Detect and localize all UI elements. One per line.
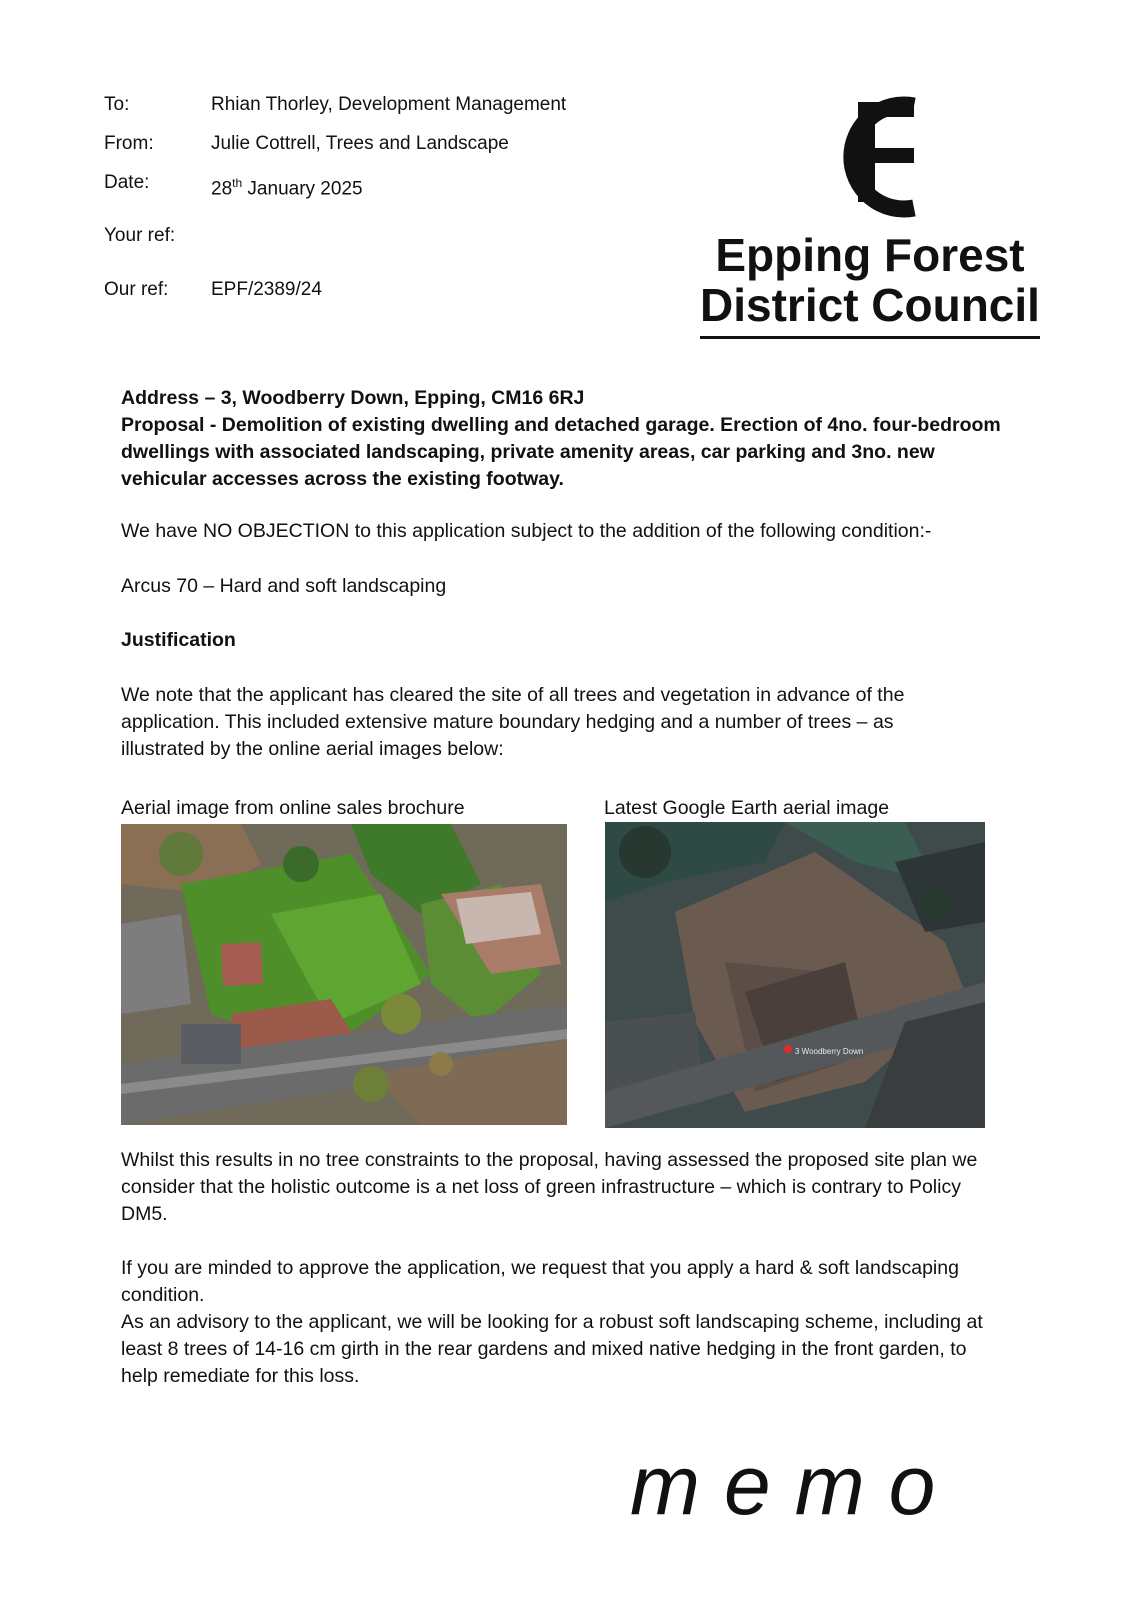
logo-line-2: District Council (700, 279, 1040, 331)
paragraph-advisory: As an advisory to the applicant, we will be looking for a robust soft landscaping scheme, including at least 8 trees of 14-16 cm girth in the rear gardens and mixed native hedging in the front garden, to help remediate for this loss. (121, 1311, 983, 1387)
justification-paragraph: We note that the applicant has cleared the site of all trees and vegetation in advance of the application. This included extensive mature boundary hedging and a number of trees – as illustrated by the online aerial images below: (121, 684, 905, 760)
paragraph-approval-request: If you are minded to approve the application, we request that you apply a hard & soft landscaping condition. (121, 1257, 959, 1306)
date-suffix: th (232, 176, 243, 190)
map-pin-label: 3 Woodberry Down (795, 1047, 864, 1056)
our-ref-value: EPF/2389/24 (211, 279, 322, 300)
our-ref-label: Our ref: (104, 279, 169, 300)
your-ref-label: Your ref: (104, 225, 176, 246)
no-objection-statement: We have NO OBJECTION to this application subject to the addition of the following condition:- (121, 520, 932, 542)
left-image-caption: Aerial image from online sales brochure (121, 797, 465, 819)
aerial-image-google-earth (605, 822, 985, 1128)
logo-line-1: Epping Forest (715, 229, 1025, 281)
from-label: From: (104, 133, 154, 154)
proposal: Proposal - Demolition of existing dwelling and detached garage. Erection of 4no. four-bedroom dwellings with associated landscaping, private amenity areas, car parking and 3no. new vehicular accesses across the existing footway. (121, 414, 1001, 490)
date-rest: January 2025 (242, 178, 363, 200)
date-day: 28 (211, 178, 233, 200)
aerial-image-sales-brochure (121, 824, 567, 1125)
justification-heading: Justification (121, 629, 236, 651)
date-label: Date: (104, 172, 150, 193)
from-value: Julie Cottrell, Trees and Landscape (211, 133, 509, 154)
memo-footer: memo (630, 1438, 960, 1532)
paragraph-net-loss: Whilst this results in no tree constraints to the proposal, having assessed the proposed site plan we consider that the holistic outcome is a net loss of green infrastructure – which is contrary to Policy DM5. (121, 1149, 978, 1225)
logo-underline (700, 336, 1040, 339)
to-value: Rhian Thorley, Development Management (211, 94, 567, 115)
council-logo (700, 88, 1040, 348)
condition: Arcus 70 – Hard and soft landscaping (121, 575, 447, 597)
address: Address – 3, Woodberry Down, Epping, CM16 6RJ (121, 387, 585, 409)
council-emblem-icon (810, 88, 930, 228)
date-value (211, 172, 363, 200)
right-image-caption: Latest Google Earth aerial image (604, 797, 890, 819)
to-label: To: (104, 94, 130, 115)
